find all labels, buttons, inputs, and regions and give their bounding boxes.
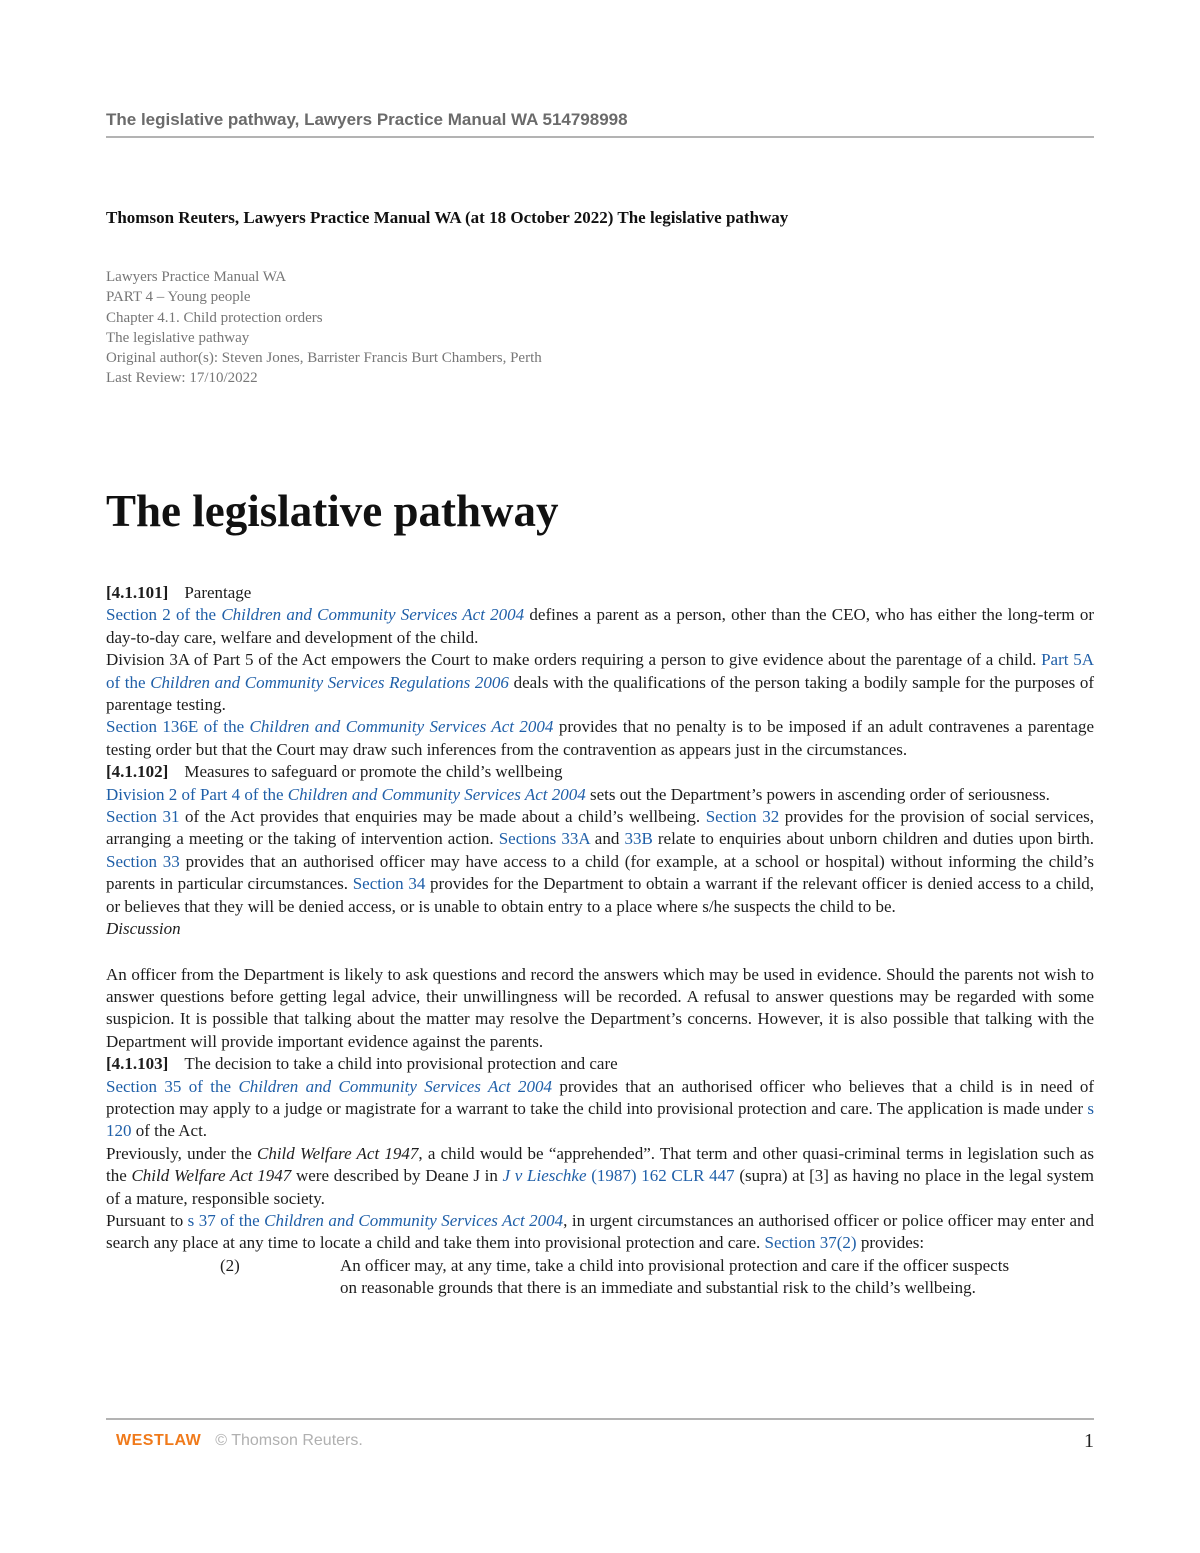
section-heading-4-1-103 <box>106 1053 1094 1075</box>
paragraph: Section 35 of the Children and Community Services Act 2004 provides that an authorised officer who believes that a child is in need of protection may apply to a judge or magistrate for a warrant to take the child into provisional protection and care. The application is made under s 120 of the Act. <box>106 1076 1094 1141</box>
legislation-link[interactable]: Section 33 <box>106 851 180 871</box>
copyright-notice: © Thomson Reuters. <box>215 1432 363 1449</box>
section-title: Measures to safeguard or promote the child’s wellbeing <box>184 762 563 782</box>
legislation-link[interactable]: s 37 of the Children and Community Services Act 2004 <box>187 1210 564 1230</box>
section-title: Parentage <box>184 583 252 602</box>
page-number: 1 <box>1084 1430 1094 1452</box>
running-header: The legislative pathway, Lawyers Practice Manual WA 514798998 <box>106 110 628 129</box>
document-body <box>106 582 1094 1300</box>
meta-part: PART 4 – Young people <box>106 289 251 306</box>
paragraph: Section 31 of the Act provides that enquiries may be made about a child’s wellbeing. Section 32 provides for the provision of social services, arranging a meeting or the taking of intervention action. Sections 33A and 33B relate to enquiries about unborn children and duties upon birth. Section 33 provides that an authorised officer may have access to a child (for example, at a school or hospital) without informing the child’s parents in particular circumstances. Section 34 provides for the Department to obtain a warrant if the relevant officer is denied access to a child, or believes that they will be denied access, or is unable to obtain entry to a place where s/he suspects the child to be. <box>106 807 1095 916</box>
meta-publication: Lawyers Practice Manual WA <box>106 269 287 285</box>
paragraph: An officer from the Department is likely to ask questions and record the answers which may be used in evidence. Should the parents not wish to answer questions before getting legal advice, their unwillingness will be recorded. A refusal to answer questions may be regarded with some suspicion. It is possible that talking about the matter may resolve the Department’s concerns. However, it is also possible that talking with the Department will provide important evidence against the parents. <box>106 964 1094 1051</box>
paragraph: Section 2 of the Children and Community Services Act 2004 defines a parent as a person, other than the CEO, who has either the long-term or day-to-day care, welfare and development of the child. <box>106 605 1095 647</box>
legislation-link[interactable]: s 120 <box>106 1098 1094 1141</box>
paragraph: Division 3A of Part 5 of the Act empowers the Court to make orders requiring a person to give evidence about the parentage of a child. Part 5A of the Children and Community Services Regulations 2006 deals with the qualifications of the person taking a bodily sample for the purposes of parentage testing. <box>106 650 1094 715</box>
paragraph: Pursuant to s 37 of the Children and Community Services Act 2004, in urgent circumstances an authorised officer or police officer may enter and search any place at any time to locate a child and take them into provisional protection and care. Section 37(2) provides: <box>106 1210 1095 1253</box>
spacer <box>106 941 1094 964</box>
meta-chapter: Chapter 4.1. Child protection orders <box>106 309 323 326</box>
section-heading-4-1-102 <box>106 761 1094 783</box>
meta-topic: The legislative pathway <box>106 329 250 346</box>
legislation-link[interactable]: Part 5A of the Children and Community Services Regulations 2006 <box>106 650 1094 692</box>
paragraph-number: [4.1.103] <box>106 1054 169 1074</box>
legislation-link[interactable]: 33B <box>624 829 653 849</box>
legislation-link[interactable]: Division 2 of Part 4 of the Children and Community Services Act 2004 <box>106 784 586 804</box>
legislation-link[interactable]: Section 136E of the Children and Community Services Act 2004 <box>106 717 554 737</box>
legislation-link[interactable]: Section 2 of the Children and Community Services Act 2004 <box>106 605 525 625</box>
meta-last-review: Last Review: 17/10/2022 <box>106 370 258 387</box>
section-title: The decision to take a child into provisional protection and care <box>184 1054 618 1074</box>
legislation-link[interactable]: Section 34 <box>352 874 426 894</box>
westlaw-logo: WESTLAW <box>116 1432 202 1449</box>
footer-divider <box>106 1418 1094 1420</box>
paragraph-number: [4.1.102] <box>106 762 169 782</box>
paragraph: Division 2 of Part 4 of the Children and Community Services Act 2004 sets out the Department’s powers in ascending order of seriousness. <box>106 784 1050 804</box>
document-metadata <box>106 267 1094 389</box>
paragraph: Previously, under the Child Welfare Act 1947, a child would be “apprehended”. That term and other quasi-criminal terms in legislation such as the Child Welfare Act 1947 were described by Deane J in J v Lieschke (1987) 162 CLR 447 (supra) at [3] as having no place in the legal system of a mature, responsible society. <box>106 1143 1094 1208</box>
statute-quote <box>106 1255 1094 1300</box>
subsection-text: An officer may, at any time, take a child into provisional protection and care if the officer suspects on reasonable grounds that there is an immediate and substantial risk to the child’s wellbeing. <box>340 1255 1010 1298</box>
legislation-link[interactable]: Section 37(2) <box>764 1233 857 1253</box>
page-footer <box>116 1432 1094 1460</box>
header-divider <box>106 136 1094 138</box>
subsection-number: (2) <box>220 1255 240 1275</box>
case-link[interactable]: J v Lieschke (1987) 162 CLR 447 <box>502 1166 735 1186</box>
page-title: The legislative pathway <box>106 486 559 536</box>
paragraph-number: [4.1.101] <box>106 583 169 602</box>
section-heading-4-1-101 <box>106 582 1094 604</box>
paragraph: Section 136E of the Children and Community Services Act 2004 provides that no penalty is to be imposed if an adult contravenes a parentage testing order but that the Court may draw such inferences from the contravention as appears just in the circumstances. <box>106 717 1094 759</box>
legislation-link[interactable]: Section 32 <box>705 807 780 827</box>
legislation-link[interactable]: Sections 33A <box>498 829 590 849</box>
legislation-link[interactable]: Section 35 of the Children and Community Services Act 2004 <box>106 1076 553 1096</box>
legislation-link[interactable]: Section 31 <box>106 807 180 827</box>
document-citation-title: Thomson Reuters, Lawyers Practice Manual WA (at 18 October 2022) The legislative pathway <box>106 208 789 227</box>
discussion-label: Discussion <box>106 919 181 939</box>
meta-author: Original author(s): Steven Jones, Barrister Francis Burt Chambers, Perth <box>106 350 542 367</box>
